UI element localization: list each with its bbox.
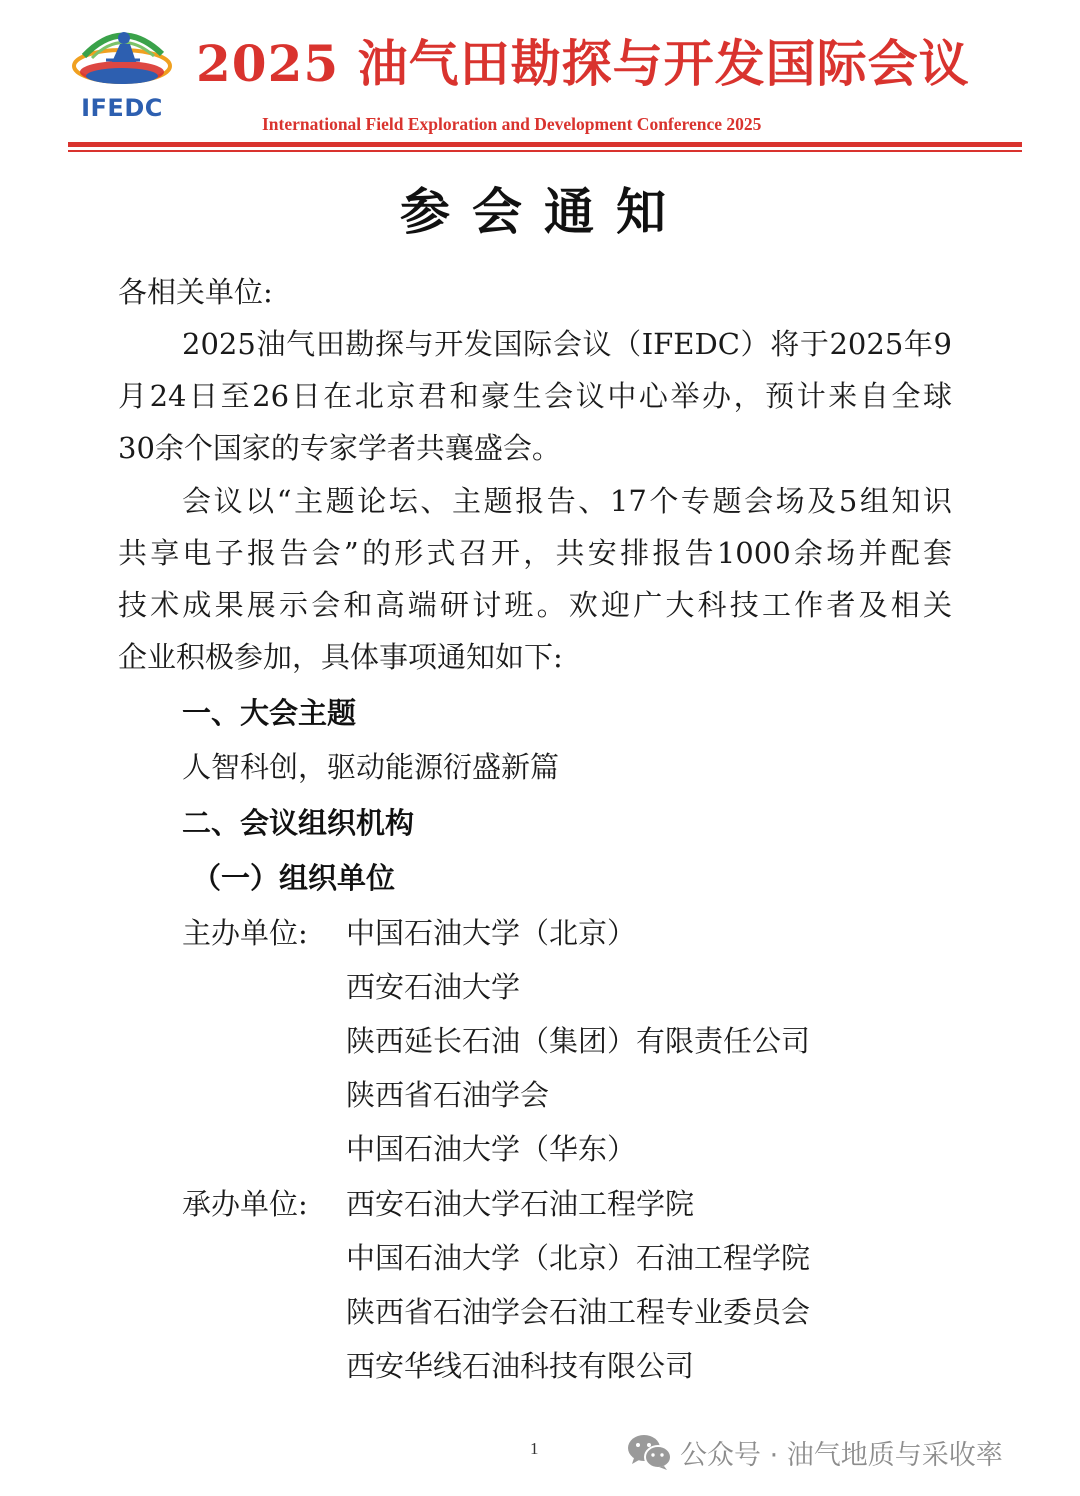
host-item: 西安石油大学 — [346, 970, 521, 1004]
paragraph-2-line-4: 企业积极参加，具体事项通知如下: — [118, 640, 563, 674]
header-divider — [68, 142, 1022, 147]
header-title: 2025 油气田勘探与开发国际会议 — [196, 34, 970, 93]
paragraph-1-line-3: 30余个国家的专家学者共襄盛会。 — [118, 431, 561, 465]
page-number: 1 — [530, 1439, 539, 1458]
subsection-1-heading: （一）组织单位 — [192, 861, 396, 895]
organizer-item: 中国石油大学（北京）石油工程学院 — [346, 1241, 811, 1275]
organizer-item: 陕西省石油学会石油工程专业委员会 — [346, 1295, 811, 1329]
section-1-heading: 一、大会主题 — [182, 696, 357, 730]
paragraph-1-line-2: 月24日至26日在北京君和豪生会议中心举办，预计来自全球 — [118, 379, 952, 413]
host-item: 陕西延长石油（集团）有限责任公司 — [346, 1024, 811, 1058]
paragraph-2-line-2: 共享电子报告会”的形式召开，共安排报告1000余场并配套 — [118, 536, 952, 570]
host-item: 陕西省石油学会 — [346, 1078, 550, 1112]
host-item: 中国石油大学（华东） — [346, 1132, 637, 1166]
watermark — [626, 1432, 1003, 1472]
organizers-label: 承办单位: — [182, 1187, 308, 1221]
header-subtitle: International Field Exploration and Development Conference 2025 — [262, 114, 762, 134]
host-item: 中国石油大学（北京） — [346, 916, 637, 950]
document-title: 参会通知 — [400, 183, 688, 241]
paragraph-2-line-3: 技术成果展示会和高端研讨班。欢迎广大科技工作者及相关 — [118, 588, 952, 622]
hosts-label: 主办单位: — [182, 916, 308, 950]
paragraph-2-line-1: 会议以“主题论坛、主题报告、17个专题会场及5组知识 — [182, 484, 952, 518]
watermark-text: 公众号 · 油气地质与采收率 — [680, 1439, 1003, 1471]
wechat-icon — [626, 1433, 672, 1471]
section-2-heading: 二、会议组织机构 — [182, 806, 415, 840]
conference-logo — [70, 16, 174, 124]
salutation: 各相关单位: — [118, 275, 273, 309]
organizer-item: 西安华线石油科技有限公司 — [346, 1349, 695, 1383]
organizer-item: 西安石油大学石油工程学院 — [346, 1187, 695, 1221]
logo-emblem-icon — [70, 16, 174, 96]
paragraph-1-line-1: 2025油气田勘探与开发国际会议（IFEDC）将于2025年9 — [182, 327, 952, 361]
logo-text: IFEDC — [81, 94, 163, 122]
conference-theme: 人智科创，驱动能源衍盛新篇 — [182, 750, 560, 784]
header-divider-thin — [68, 150, 1022, 152]
